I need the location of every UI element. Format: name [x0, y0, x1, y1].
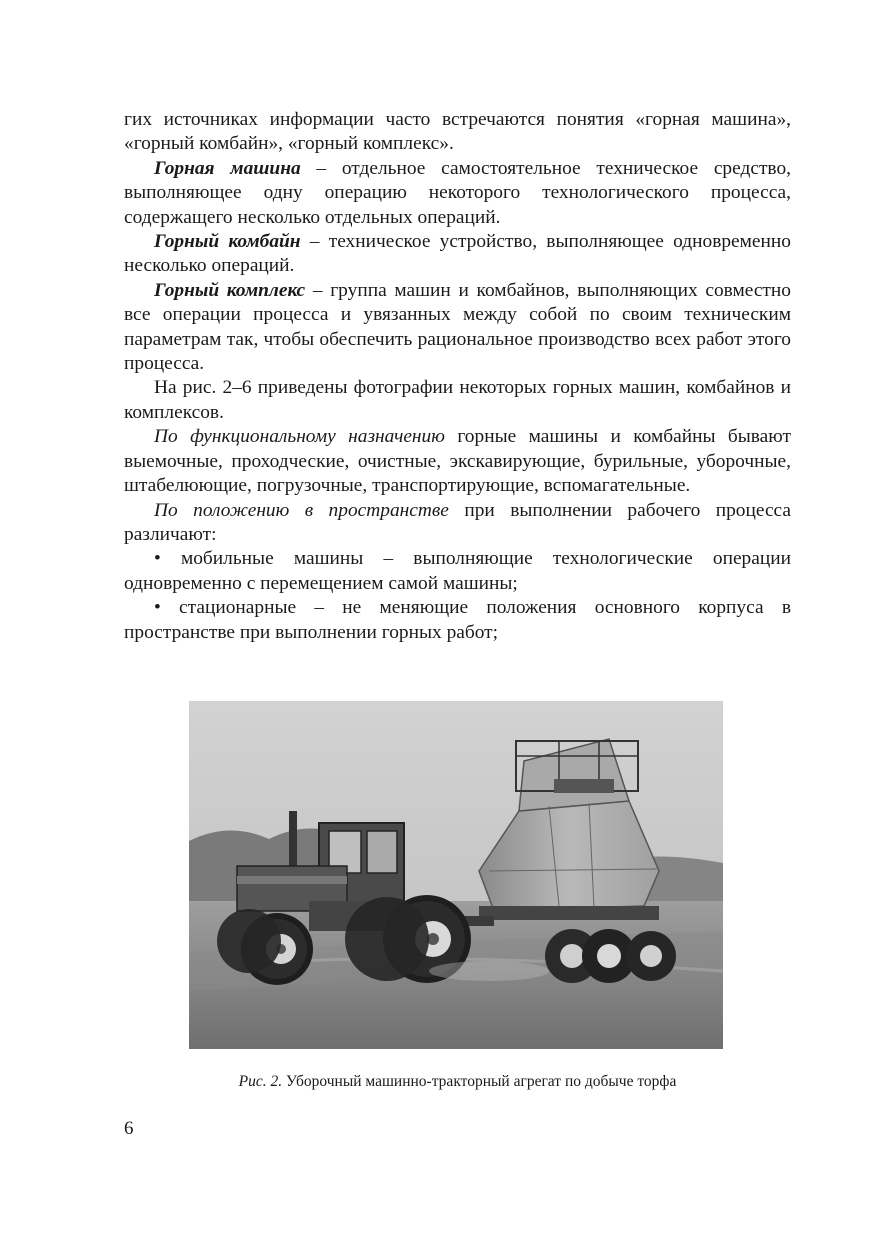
definition-mining-machine: – отдельное самостоятельное техническое средство, выполняющее одну операцию некоторого технологического процесса, содержащего несколько отдельных операций. — [124, 157, 791, 228]
paragraph-mining-combine — [124, 230, 791, 279]
definition-mining-complex: – группа машин и комбайнов, выполняющих совместно все операции процесса и увязанных между собой по своим техническим параметрам так, чтобы обеспечить рациональное производство всех работ этого процесса. — [124, 279, 791, 375]
term-mining-combine: Горный комбайн — [154, 231, 301, 253]
paragraph-mining-complex — [124, 279, 791, 377]
tractor-hopper-photo — [189, 701, 723, 1049]
term-mining-complex: Горный комплекс — [154, 279, 306, 301]
paragraph-intro: гих источниках информации часто встречаются понятия «горная машина», «горный комбайн», «горный комплекс». — [124, 109, 791, 155]
paragraph-figures-reference: На рис. 2–6 приведены фотографии некоторых горных машин, комбайнов и комплексов. — [124, 377, 791, 423]
paragraph-spatial-position — [124, 499, 791, 548]
figure-caption — [124, 1072, 791, 1092]
paragraph-functional-purpose — [124, 425, 791, 498]
definition-mining-combine: – техническое устройство, выполняющее одновременно несколько операций. — [124, 231, 791, 277]
term-mining-machine: Горная машина — [154, 157, 301, 179]
emph-spatial-position: По положению в пространстве — [154, 499, 449, 521]
bullet-mobile-machines: • мобильные машины – выполняющие технологические операции одновременно с перемещением самой машины; — [124, 548, 791, 594]
figure-photo — [189, 701, 723, 1049]
text-spatial-position: при выполнении рабочего процесса различают: — [124, 499, 791, 545]
paragraph-mining-machine — [124, 157, 791, 230]
caption-text: Уборочный машинно-тракторный агрегат по добыче торфа — [282, 1073, 677, 1090]
emph-functional-purpose: По функциональному назначению — [154, 426, 445, 448]
bullet-stationary-machines: • стационарные – не меняющие положения основного корпуса в пространстве при выполнении горных работ; — [124, 597, 791, 643]
body-text — [124, 108, 791, 645]
caption-label: Рис. 2. — [238, 1073, 283, 1090]
text-functional-purpose: горные машины и комбайны бывают выемочные, проходческие, очистные, экскавирующие, бурильные, уборочные, штабелюющие, погрузочные, транспортирующие, вспомагательные. — [124, 426, 791, 497]
page-number: 6 — [124, 1118, 134, 1139]
